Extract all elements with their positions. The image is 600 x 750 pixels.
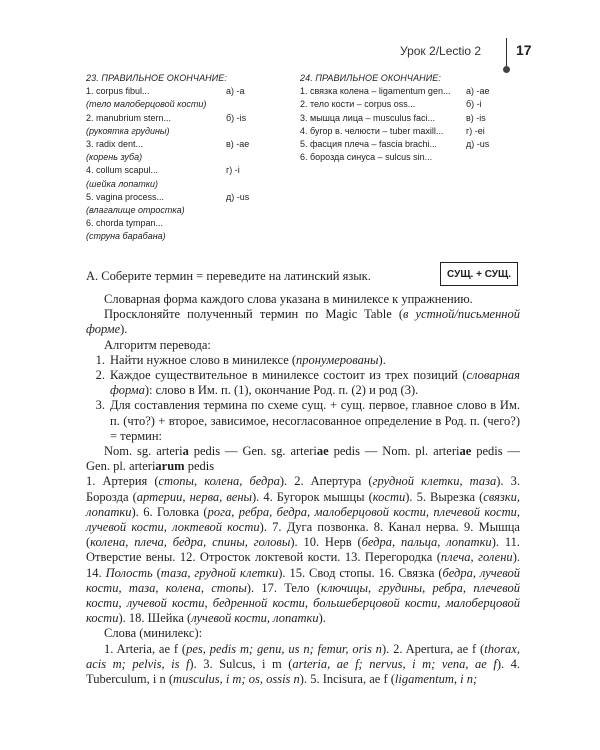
exercise-24-term: 4. бугор в. челюсти – tuber maxill... xyxy=(300,125,444,136)
pattern-badge: СУЩ. + СУЩ. xyxy=(440,262,518,286)
lexicon-end: ). xyxy=(381,641,394,656)
exercise-23-translation: (влагалище отростка) xyxy=(86,205,185,216)
example-ending: a xyxy=(182,444,189,459)
step-text: Для составления термина по схеме сущ. + сущ. первое, главное слово в Им. п. (что?) + второе, зависимое, несогласованное определение в Род. п. (чего?) = термин: xyxy=(110,398,520,443)
minilex-title: Слова (минилекс): xyxy=(104,626,203,641)
step-number: 1. xyxy=(95,352,105,367)
algorithm-steps xyxy=(86,353,520,444)
example-text: pedis — Gen. sg. arteri xyxy=(188,444,317,459)
term-item: 8. Канал нерва. xyxy=(373,520,465,535)
lexicon-italic: arteria, ae f; nervus, i m; vena, ae f xyxy=(292,656,497,671)
step-number: 2. xyxy=(95,368,105,383)
exercise-24-ending: г) -ei xyxy=(466,125,485,136)
term-end: ). xyxy=(278,565,290,580)
term-item: 12. Отросток локтевой кости. xyxy=(179,550,345,565)
term-italic: плеча, голени xyxy=(440,550,513,565)
term-italic: стопы, колена, бедра xyxy=(158,474,280,489)
term-item: 14. xyxy=(86,565,106,580)
lexicon-item: 4. Tuberculum, i n ( xyxy=(86,656,520,687)
term-end: ). xyxy=(246,580,262,595)
term-item: 1. Артерия ( xyxy=(86,474,159,489)
example-text: pedis — Gen. pl. arteri xyxy=(86,444,520,474)
term-italic: рога, ребра, бедра, малоберцовой кости, плечевой кости, лучевой кости, локтевой кости xyxy=(86,504,520,535)
term-item: 18. Шейка ( xyxy=(128,611,192,626)
example-text: pedis xyxy=(184,459,215,474)
intro-italic: в устной/письменной форме xyxy=(86,307,521,337)
lexicon-end: ). xyxy=(496,656,511,671)
exercise-23-term: 3. radix dent... xyxy=(86,139,144,150)
term-item: 16. Связка ( xyxy=(378,565,443,580)
term-item: 5. Вырезка ( xyxy=(416,489,484,504)
example-text: Nom. sg. arteri xyxy=(104,444,183,459)
exercise-24-term: 1. связка колена – ligamentum gen... xyxy=(300,86,451,97)
lexicon-end: ). xyxy=(189,656,204,671)
exercise-23-ending: б) -is xyxy=(226,112,247,123)
term-item: 4. Бугорок мышцы ( xyxy=(263,489,373,504)
algorithm-step xyxy=(86,368,520,398)
step-text: Найти нужное слово в минилексе ( xyxy=(110,352,297,367)
intro-paragraph-2 xyxy=(86,307,520,337)
step-text-end: ): слово в Им. п. (1), окончание Род. п. (2) и род (3). xyxy=(144,383,419,398)
term-end: ). xyxy=(405,489,417,504)
exercise-23-ending: в) -ae xyxy=(226,139,250,150)
algorithm-title: Алгоритм перевода: xyxy=(104,337,211,352)
exercise-23-translation: (корень зуба) xyxy=(86,152,143,163)
exercise-23-term: 2. manubrium stern... xyxy=(86,112,172,123)
term-end: ). xyxy=(131,504,144,519)
intro-paragraph: Словарная форма каждого слова указана в минилексе к упражнению. xyxy=(104,292,473,306)
exercise-24-term: 5. фасция плеча – fascia brachi... xyxy=(300,139,438,150)
declension-example xyxy=(86,444,520,474)
exercise-23-translation: (тело малоберцовой кости) xyxy=(86,99,207,110)
exercise-24-ending: б) -i xyxy=(466,99,482,110)
step-text: Каждое существительное в минилексе состоит из трех позиций ( xyxy=(110,368,467,383)
term-item: 13. Перегородка ( xyxy=(344,550,441,565)
intro-text-end: ). xyxy=(120,322,128,337)
term-item: 9. Мышца ( xyxy=(86,520,520,550)
lexicon-item: 5. Incisura, ae f ( xyxy=(310,672,395,687)
step-italic: пронумерованы xyxy=(296,352,379,367)
term-italic: бедра, пальца, лопатки xyxy=(361,535,492,550)
exercise-23-heading: 23. ПРАВИЛЬНОЕ ОКОНЧАНИЕ: xyxy=(86,73,228,83)
term-italic: Полость xyxy=(105,565,153,580)
exercise-23-ending: г) -i xyxy=(226,165,240,176)
example-text: pedis — Nom. pl. arteri xyxy=(328,444,460,459)
lexicon-item: 1. Arteria, ae f ( xyxy=(104,641,187,656)
algorithm-step xyxy=(86,353,520,368)
term-item: 6. Головка ( xyxy=(143,504,208,519)
exercise-23-translation: (шейка лопатки) xyxy=(86,178,159,189)
example-ending: arum xyxy=(155,459,185,474)
term-italic: лучевой кости, лопатки xyxy=(191,611,319,626)
example-ending: ae xyxy=(459,444,472,459)
lexicon-italic: musculus, i m; os, ossis n xyxy=(173,672,300,687)
term-item: 17. Тело ( xyxy=(261,580,321,595)
exercise-23-ending: а) -а xyxy=(226,86,245,97)
exercise-23-term: 1. corpus fibul... xyxy=(86,86,150,97)
exercise-24-ending: д) -us xyxy=(466,139,490,150)
lexicon-italic: thorax, acis m; pelvis, is f xyxy=(86,641,520,671)
term-end: ). xyxy=(252,489,264,504)
exercise-24-term: 3. мышца лица – musculus faci... xyxy=(300,112,436,123)
exercise-23-term: 6. chorda tympan... xyxy=(86,218,164,229)
term-italic: таза, грудной клетки xyxy=(160,565,279,580)
exercise-24-ending: в) -is xyxy=(466,112,486,123)
term-end: ( xyxy=(152,565,161,580)
term-end: ). xyxy=(259,520,273,535)
exercise-23 xyxy=(86,72,286,244)
exercise-23-translation: (струна барабана) xyxy=(86,231,166,242)
lexicon-item: 3. Sulcus, i m ( xyxy=(203,656,293,671)
term-italic: ключицы, грудины, ребра, плечевой кости, лучевой кости, бедренной кости, большеберцовой кости, малоберцовой кости xyxy=(86,580,520,626)
term-end: ). xyxy=(279,474,295,489)
exercise-24-term: 2. тело кости – corpus oss... xyxy=(300,99,416,110)
exercise-24 xyxy=(300,72,520,164)
exercise-23-translation: (рукоятка грудины) xyxy=(86,125,170,136)
exercise-24-term: 6. борозда синуса – sulcus sin... xyxy=(300,152,433,163)
term-italic: колена, плеча, бедра, спины, головы xyxy=(90,535,291,550)
terms-paragraph xyxy=(86,474,520,626)
term-item: 15. Свод стопы. xyxy=(289,565,379,580)
algorithm-step xyxy=(86,398,520,444)
step-italic: словарная форма xyxy=(110,368,520,398)
term-end: ). xyxy=(491,535,505,550)
exercise-24-heading: 24. ПРАВИЛЬНОЕ ОКОНЧАНИЕ: xyxy=(300,73,442,83)
term-italic: грудной клетки, таза xyxy=(372,474,497,489)
example-ending: ae xyxy=(316,444,329,459)
running-header-title: Урок 2/Lectio 2 xyxy=(400,44,482,58)
page-number: 17 xyxy=(516,42,532,58)
intro-text: Просклоняйте полученный термин по Magic Table ( xyxy=(104,307,404,322)
term-end: ). xyxy=(118,611,129,626)
term-italic: кости xyxy=(372,489,406,504)
task-instruction: А. Соберите термин = переведите на латинский язык. xyxy=(86,269,371,283)
term-italic: артерии, нерва, вены xyxy=(136,489,252,504)
term-end: ). xyxy=(512,550,520,565)
term-italic: бедра, лучевой кости, таза, колена, стопы xyxy=(86,565,521,595)
exercise-23-term: 4. collum scapul... xyxy=(86,165,159,176)
exercise-23-ending: д) -us xyxy=(226,191,250,202)
exercise-24-ending: а) -ae xyxy=(466,86,490,97)
term-item: 11. Отверстие вены. xyxy=(86,535,520,565)
term-end: ). xyxy=(496,474,511,489)
minilex-paragraph xyxy=(86,642,520,688)
exercise-23-term: 5. vagina process... xyxy=(86,191,165,202)
lexicon-item: 2. Apertura, ae f ( xyxy=(393,641,485,656)
term-end: ). xyxy=(290,535,304,550)
step-text-end: ). xyxy=(378,352,386,367)
term-item: 7. Дуга позвонка. xyxy=(272,520,374,535)
term-italic: связки, лопатки xyxy=(86,489,520,519)
main-text xyxy=(86,292,520,687)
term-item: 2. Апертура ( xyxy=(294,474,373,489)
step-number: 3. xyxy=(95,398,105,413)
term-item: 10. Нерв ( xyxy=(303,535,362,550)
term-end: ). xyxy=(318,611,326,626)
term-item: 3. Борозда ( xyxy=(86,474,520,504)
lexicon-italic: ligamentum, i n; xyxy=(394,672,478,687)
lexicon-italic: pes, pedis m; genu, us n; femur, oris n xyxy=(186,641,382,656)
lexicon-end: ). xyxy=(299,672,311,687)
